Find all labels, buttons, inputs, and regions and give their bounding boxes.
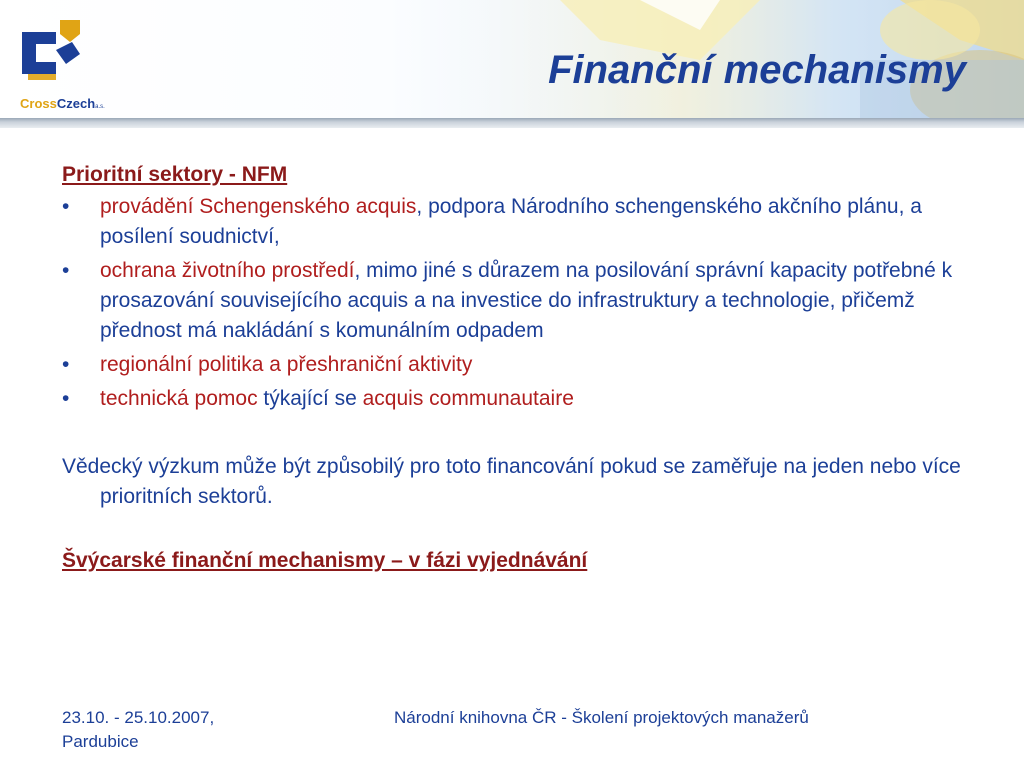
bullet-text: týkající se: [257, 387, 363, 410]
slide-header: [0, 0, 1024, 120]
priority-sectors-list: [62, 192, 962, 414]
bullet-highlight: regionální politika a přeshraniční aktivity: [100, 353, 473, 376]
crossczech-logo-mark-icon: [8, 14, 128, 94]
logo-text-suffix: a.s.: [95, 104, 105, 110]
bullet-highlight: ochrana životního prostředí: [100, 259, 355, 282]
section-heading-swiss: Švýcarské finanční mechanismy – v fázi vyjednávání: [62, 549, 588, 572]
bullet-text: , mimo jiné s důrazem na posilování správní kapacity potřebné k prosazování souvisejícího acquis a na investice do infrastruktury a technologie, přičemž přednost má nakládání s komunálním odpadem: [100, 259, 953, 342]
research-paragraph: Vědecký výzkum může být způsobilý pro toto financování pokud se zaměřuje na jeden nebo více prioritních sektorů.: [62, 455, 961, 508]
list-item: [62, 192, 962, 252]
bullet-icon: •: [62, 259, 70, 282]
slide-content: [62, 160, 962, 576]
bullet-highlight: technická pomoc: [100, 387, 258, 410]
logo-wordmark: [20, 96, 105, 111]
slide-title: Finanční mechanismy: [548, 48, 966, 92]
bullet-text: , podpora Národního schengenského akčního plánu, a posílení soudnictví,: [100, 195, 922, 248]
section-heading-nfm: Prioritní sektory - NFM: [62, 163, 288, 186]
list-item: [62, 256, 962, 346]
bullet-icon: •: [62, 387, 70, 410]
logo-text-cross: Cross: [20, 96, 57, 111]
list-item: [62, 350, 962, 380]
bullet-icon: •: [62, 195, 70, 218]
footer-date: 23.10. - 25.10.2007,: [62, 708, 215, 727]
header-divider: [0, 118, 1024, 128]
bullet-icon: •: [62, 353, 70, 376]
crossczech-logo: [8, 14, 128, 110]
footer-event: Národní knihovna ČR - Školení projektových manažerů: [394, 708, 809, 727]
logo-text-czech: Czech: [56, 96, 96, 111]
list-item: [62, 384, 962, 414]
bullet-highlight: provádění Schengenského acquis: [100, 195, 417, 218]
bullet-highlight-2: acquis communautaire: [362, 387, 574, 410]
footer-place: Pardubice: [62, 732, 139, 751]
footer-date-place: [62, 706, 214, 754]
